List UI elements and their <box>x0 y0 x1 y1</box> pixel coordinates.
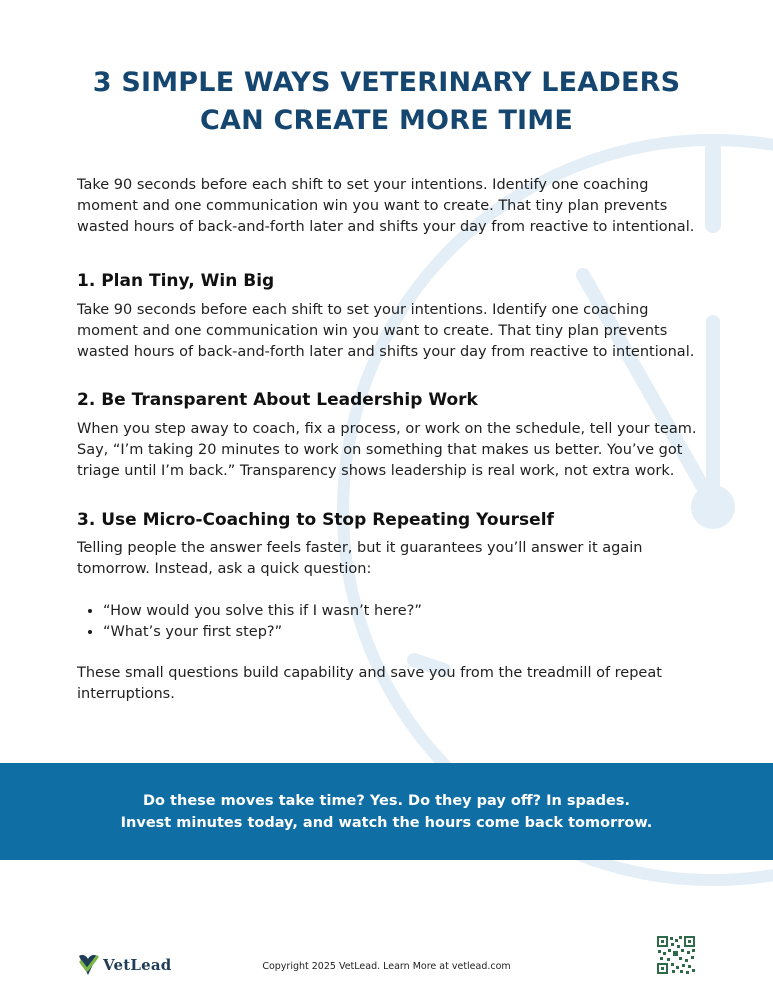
section-3-closing: These small questions build capability and save you from the treadmill of repeat interruptions. <box>77 665 662 702</box>
section-3-body: Telling people the answer feels faster, but it guarantees you’ll answer it again tomorrow. Instead, ask a quick question: <box>77 540 643 577</box>
vetlead-logo[interactable] <box>77 952 171 978</box>
banner-line-2: Invest minutes today, and watch the hours come back tomorrow. <box>120 814 653 831</box>
list-item: • “How would you solve this if I wasn’t here?” <box>103 601 677 622</box>
page-title <box>60 64 713 140</box>
list-item: • “What’s your first step?” <box>103 622 677 643</box>
vetlead-heart-check-icon <box>77 953 99 977</box>
copyright-text: Copyright 2025 VetLead. Learn More at vetlead.com <box>262 961 511 972</box>
section-1-heading: 1. Plan Tiny, Win Big <box>77 271 275 291</box>
section-1-body: Take 90 seconds before each shift to set your intentions. Identify one coaching moment and one communication win you want to create. That tiny plan prevents wasted hours of back-and-forth later and shifts your day from reactive to intentional. <box>77 302 695 360</box>
logo-text: VetLead <box>103 956 172 974</box>
section-2-heading: 2. Be Transparent About Leadership Work <box>77 390 478 410</box>
banner-line-1: Do these moves take time? Yes. Do they pay off? In spades. <box>143 792 630 809</box>
intro-paragraph: Take 90 seconds before each shift to set your intentions. Identify one coaching moment and one communication win you want to create. That tiny plan prevents wasted hours of back-and-forth later and shifts your day from reactive to intentional. <box>77 177 695 235</box>
title-line-1: 3 SIMPLE WAYS VETERINARY LEADERS <box>92 67 681 98</box>
title-line-2: CAN CREATE MORE TIME <box>199 105 574 136</box>
section-3-heading: 3. Use Micro-Coaching to Stop Repeating Yourself <box>77 510 554 530</box>
question-list <box>77 601 677 643</box>
callout-banner <box>0 763 773 860</box>
section-2-body: When you step away to coach, fix a process, or work on the schedule, tell your team. Say, “I’m taking 20 minutes to work on something that makes us better. You’ve got triage until I’m back.” Transparency shows leadership is real work, not extra work. <box>77 421 697 479</box>
qr-code-icon[interactable] <box>656 935 696 975</box>
